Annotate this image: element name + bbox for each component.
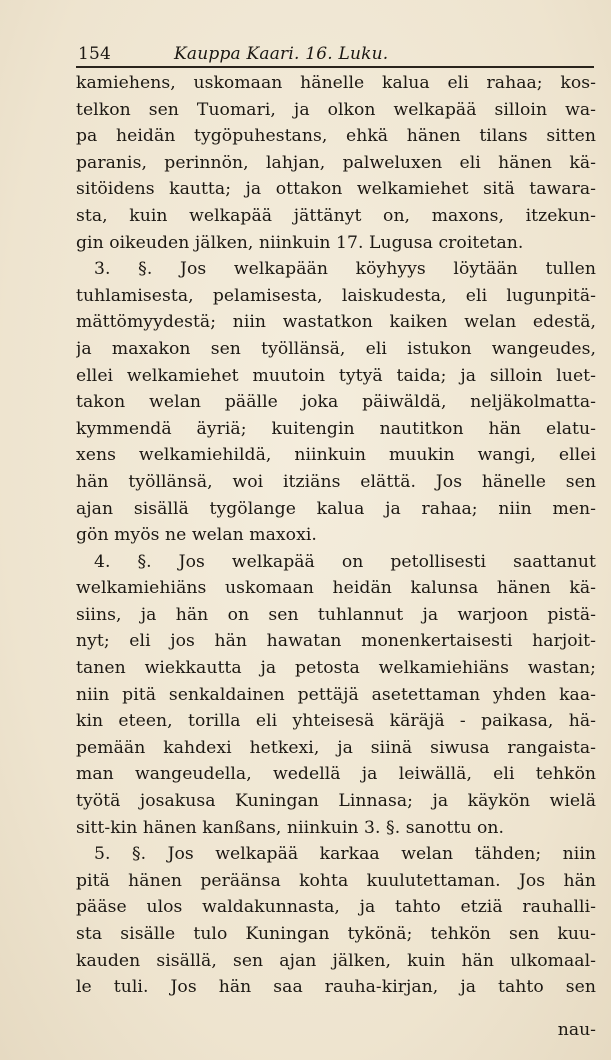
text-line: kauden sisällä, sen ajan jälken, kuin hän ulkomaal- <box>76 950 596 971</box>
text-line: kymmendä äyriä; kuitengin nautitkon hän elatu- <box>76 418 596 439</box>
text-line: telkon sen Tuomari, ja olkon welkapää silloin wa- <box>76 99 596 120</box>
text-line: ja maxakon sen työllänsä, eli istukon wangeudes, <box>76 338 596 359</box>
text-line: takon welan päälle joka päiwäldä, neljäkolmatta- <box>76 392 596 413</box>
text-line: kamiehens, uskomaan hänelle kalua eli rahaa; kos- <box>76 73 596 93</box>
text-line: kin eteen, torilla eli yhteisesä käräjä - paikasa, hä- <box>76 711 596 732</box>
text-line: työtä josakusa Kuningan Linnasa; ja käykön wielä <box>76 791 596 812</box>
section-start-line: 3. §. Jos welkapään köyhyys löytään tullen <box>94 259 596 280</box>
text-line: pa heidän tygöpuhestans, ehkä hänen tilans sitten <box>76 126 596 147</box>
text-line: ajan sisällä tygölange kalua ja rahaa; niin men- <box>76 498 596 519</box>
text-line: sta, kuin welkapää jättänyt on, maxons, itzekun- <box>76 205 596 226</box>
text-line: xens welkamiehildä, niinkuin muukin wangi, ellei <box>76 445 596 466</box>
catchword: nau- <box>557 1020 596 1040</box>
text-line: le tuli. Jos hän saa rauha-kirjan, ja tahto sen <box>76 977 596 998</box>
text-line: mättömyydestä; niin wastatkon kaiken welan edestä, <box>76 312 596 333</box>
text-line: welkamiehiäns uskomaan heidän kalunsa hänen kä- <box>76 578 596 599</box>
text-line: pemään kahdexi hetkexi, ja siinä siwusa rangaista- <box>76 737 596 758</box>
text-line: niin pitä senkaldainen pettäjä asetettaman yhden kaa- <box>76 684 596 705</box>
running-title: Kauppa Kaari. 16. Luku. <box>174 44 389 64</box>
page-number: 154 <box>78 44 112 64</box>
text-line: tanen wiekkautta ja petosta welkamiehiäns wastan; <box>76 658 596 679</box>
text-line: pääse ulos waldakunnasta, ja tahto etziä rauhalli- <box>76 897 596 918</box>
text-line: sitt-kin hänen kanßans, niinkuin 3. §. sanottu on. <box>76 817 504 838</box>
header-rule <box>76 66 594 68</box>
text-line: pitä hänen peräänsa kohta kuulutettaman. Jos hän <box>76 870 596 891</box>
text-line: gön myös ne welan maxoxi. <box>76 525 317 546</box>
text-line: gin oikeuden jälken, niinkuin 17. Lugusa croitetan. <box>76 232 524 253</box>
text-line: ellei welkamiehet muutoin tytyä taida; ja silloin luet- <box>76 365 596 386</box>
text-line: nyt; eli jos hän hawatan monenkertaisesti harjoit- <box>76 631 596 652</box>
page-header <box>78 42 594 68</box>
text-line: hän työllänsä, woi itziäns elättä. Jos hänelle sen <box>76 471 596 492</box>
text-line: tuhlamisesta, pelamisesta, laiskudesta, eli lugunpitä- <box>76 285 596 306</box>
body-text <box>76 70 596 1001</box>
section-start-line: 4. §. Jos welkapää on petollisesti saattanut <box>94 551 596 572</box>
section-start-line: 5. §. Jos welkapää karkaa welan tähden; niin <box>94 844 596 865</box>
text-line: sitöidens kautta; ja ottakon welkamiehet sitä tawara- <box>76 179 596 200</box>
text-line: paranis, perinnön, lahjan, palweluxen eli hänen kä- <box>76 152 596 173</box>
text-line: sta sisälle tulo Kuningan tykönä; tehkön sen kuu- <box>76 924 596 944</box>
text-line: siins, ja hän on sen tuhlannut ja warjoon pistä- <box>76 604 596 625</box>
text-line: man wangeudella, wedellä ja leiwällä, eli tehkön <box>76 764 596 785</box>
